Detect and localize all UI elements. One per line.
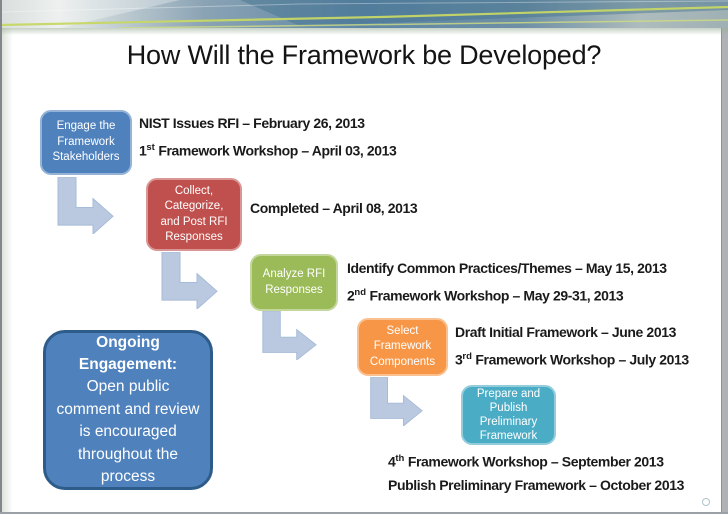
step-box-analyze-rfi [250,254,338,311]
step-box-line: Framework [373,340,432,353]
ongoing-body-line: comment and review [56,400,200,418]
elbow-arrow-icon [53,177,115,234]
note-line: 3rd Framework Workshop – July 2013 [455,350,689,368]
step-box-line: Stakeholders [52,151,120,164]
ongoing-body-line: throughout the [78,445,178,463]
page-number-marker [702,498,710,506]
ongoing-body-line: Open public [86,378,170,396]
elbow-arrow-icon [258,311,318,360]
ongoing-body-line: process [100,468,156,486]
slide-banner [0,0,728,28]
note-line: Publish Preliminary Framework – October 2013 [388,477,684,494]
note-line: 1st Framework Workshop – April 03, 2013 [139,141,397,159]
note-engage [139,112,396,163]
step-box-select-components [357,318,448,376]
left-edge [0,0,2,514]
note-line: Identify Common Practices/Themes – May 15, 2013 [347,260,667,276]
step-box-line: Responses [165,231,223,243]
ongoing-title-line: Engagement: [78,355,178,373]
step-box-line: Framework [479,430,538,442]
step-box-line: Responses [265,283,323,296]
step-box-line: Preliminary [479,416,538,428]
step-box-line: Publish [489,402,528,414]
step-box-line: Collect, [174,184,214,197]
ongoing-body-line: is encouraged [79,423,177,441]
slide-title: How Will the Framework be Developed? [126,40,602,70]
note-line: 4th Framework Workshop – September 2013 [388,453,664,470]
elbow-arrow-icon [157,252,219,309]
ongoing-title-line: Ongoing [96,333,160,351]
note-line: Draft Initial Framework – June 2013 [455,324,676,340]
step-box-line: Components [369,355,436,368]
step-box-collect-rfi [146,178,242,251]
note-final-milestones [388,447,684,498]
ongoing-engagement-box [43,330,213,490]
step-box-line: Framework [57,135,115,148]
note-collect [250,197,417,221]
step-box-line: Categorize, [164,200,224,212]
left-gradient-strip [2,26,13,512]
step-box-line: Analyze RFI [262,268,326,280]
step-box-engage-stakeholders [40,110,132,175]
note-select [455,321,689,372]
step-box-line: and Post RFI [160,215,228,228]
step-box-line: Prepare and [476,388,541,400]
banner-fade [0,28,728,35]
step-box-publish-preliminary [461,385,556,445]
note-line: Completed – April 08, 2013 [250,200,418,216]
elbow-arrow-icon [366,377,424,426]
note-line: 2nd Framework Workshop – May 29-31, 2013 [347,286,624,304]
note-line: NIST Issues RFI – February 26, 2013 [139,115,365,131]
step-box-line: Select [386,324,419,337]
step-box-line: Engage the [56,120,116,133]
right-edge [721,0,728,514]
note-analyze [347,257,667,308]
